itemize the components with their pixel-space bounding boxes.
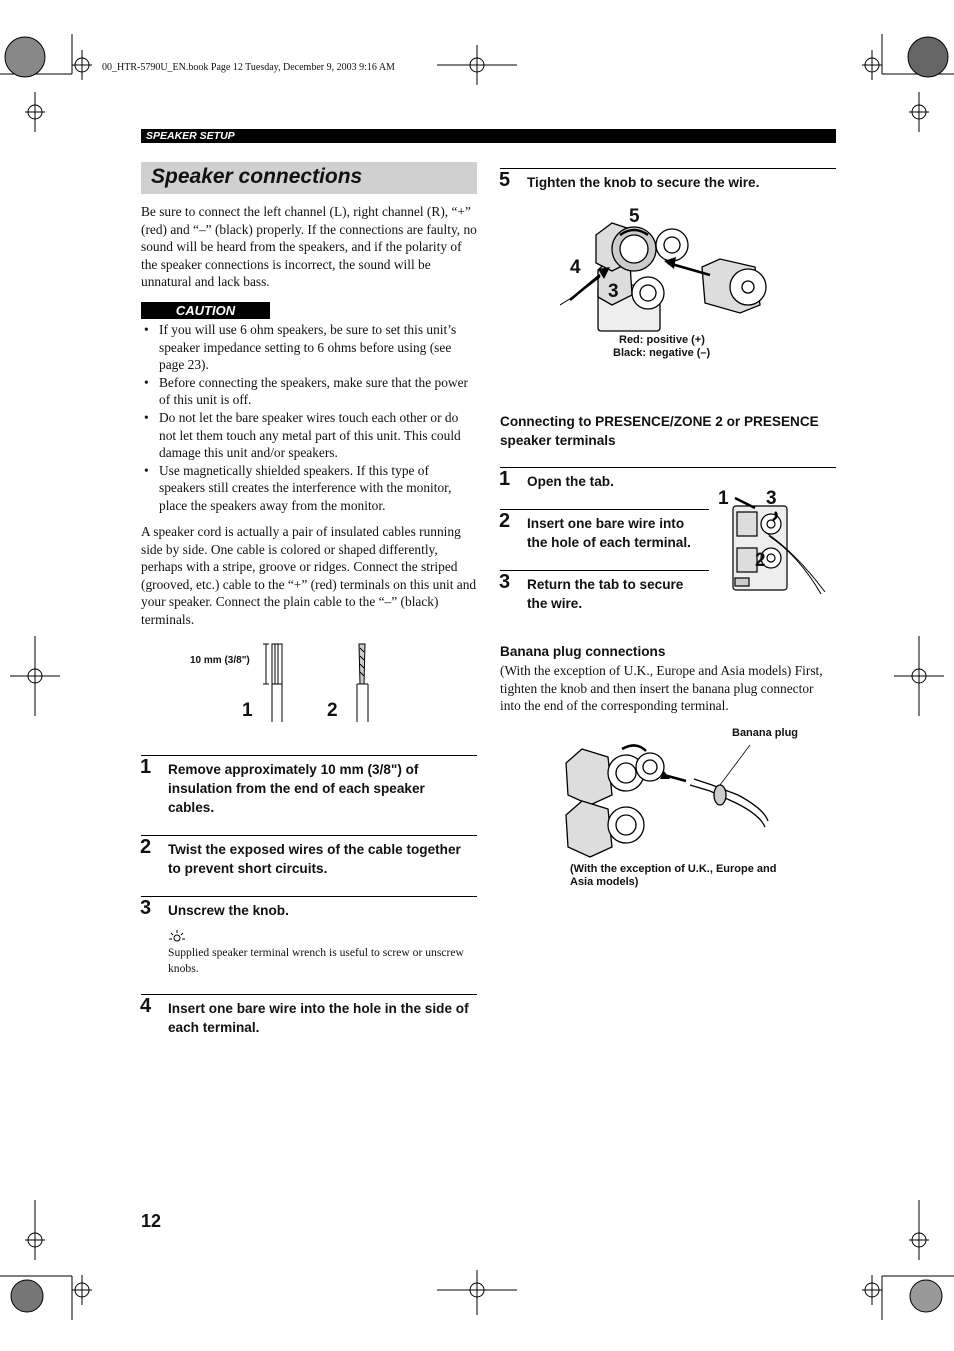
wire-fig-num-2: 2 <box>327 700 338 721</box>
step-number: 3 <box>499 571 511 593</box>
step-number: 1 <box>499 468 511 490</box>
terminal-black-label: Black: negative (–) <box>613 347 711 359</box>
step-number: 3 <box>140 897 152 919</box>
banana-plug-label: Banana plug <box>732 727 799 739</box>
step-number: 2 <box>499 510 511 532</box>
banana-caption: (With the exception of U.K., Europe and Asia models) <box>570 863 777 888</box>
step-number: 5 <box>499 169 511 191</box>
banana-paragraph: (With the exception of U.K., Europe and Asia models) First, tighten the knob and then insert the banana plug connector into the end of the corresponding terminal. <box>500 663 823 714</box>
step-divider <box>141 994 477 995</box>
page-number: 12 <box>141 1211 162 1231</box>
section-label: SPEAKER SETUP <box>146 130 235 142</box>
step-number: 4 <box>140 995 152 1017</box>
presence-heading: Connecting to PRESENCE/ZONE 2 or PRESENCE speaker terminals <box>500 414 819 448</box>
step-divider <box>500 570 709 571</box>
page-title: Speaker connections <box>151 165 363 188</box>
step-divider <box>500 168 836 169</box>
step-divider <box>500 467 836 468</box>
banana-heading: Banana plug connections <box>500 644 666 659</box>
wire-fig-num-1: 1 <box>242 700 253 721</box>
terminal-fig-num-4: 4 <box>570 257 581 278</box>
page-title-box <box>141 162 477 194</box>
presence-terminal-figure <box>725 492 830 594</box>
banana-plug-figure <box>560 735 775 865</box>
step-number: 1 <box>140 756 152 778</box>
presence-fig-num-1: 1 <box>718 488 729 509</box>
caution-label: CAUTION <box>141 302 270 319</box>
wire-measure-label: 10 mm (3/8") <box>190 655 250 666</box>
file-info: 00_HTR-5790U_EN.book Page 12 Tuesday, December 9, 2003 9:16 AM <box>102 62 395 73</box>
tip-text: Supplied speaker terminal wrench is useful to screw or unscrew knobs. <box>168 946 464 975</box>
step-number: 2 <box>140 836 152 858</box>
step-divider <box>141 835 477 836</box>
step-divider <box>141 755 477 756</box>
speaker-terminal-figure <box>560 205 780 335</box>
presence-fig-num-2: 2 <box>755 550 766 571</box>
wire-strip-figure <box>260 640 380 725</box>
caution-item: • Before connecting the speakers, make sure that the power of this unit is off. <box>141 374 477 409</box>
step-text: Twist the exposed wires of the cable together to prevent short circuits. <box>168 842 461 876</box>
section-header-bar <box>141 129 836 143</box>
terminal-fig-num-5: 5 <box>629 206 640 227</box>
step-text: Unscrew the knob. <box>168 903 289 918</box>
caution-item: • Do not let the bare speaker wires touch each other or do not let them touch any metal part of this unit. This could damage this unit and/or speakers. <box>141 409 477 462</box>
step-text: Remove approximately 10 mm (3/8") of insulation from the end of each speaker cables. <box>168 762 425 815</box>
step-divider <box>141 896 477 897</box>
caution-item: • Use magnetically shielded speakers. If this type of speakers still creates the interference with the monitor, place the speakers away from the monitor. <box>141 462 477 515</box>
step-text: Open the tab. <box>527 474 614 489</box>
step-text: Insert one bare wire into the hole in the side of each terminal. <box>168 1001 469 1035</box>
caution-list <box>141 321 477 515</box>
intro-paragraph: Be sure to connect the left channel (L), right channel (R), “+” (red) and “–” (black) properly. If the connections are faulty, no sound will be heard from the speakers, and if the polarity of the speaker connections is incorrect, the sound will be unnatural and lack bass. <box>141 204 477 290</box>
cord-paragraph: A speaker cord is actually a pair of insulated cables running side by side. One cable is colored or shaped differently, perhaps with a stripe, groove or ridges. Connect the striped (grooved, etc.) cable to the “+” (red) terminals on this unit and your speaker. Connect the plain cable to the “–” (black) terminals. <box>141 524 477 627</box>
terminal-red-label: Red: positive (+) <box>619 334 705 346</box>
step-text: Return the tab to secure the wire. <box>527 577 684 611</box>
step-divider <box>500 509 709 510</box>
caution-item: • If you will use 6 ohm speakers, be sure to set this unit’s speaker impedance setting to 6 ohms before using (see page 23). <box>141 321 477 374</box>
terminal-fig-num-3: 3 <box>608 281 619 302</box>
presence-fig-num-3: 3 <box>766 488 777 509</box>
step-text: Tighten the knob to secure the wire. <box>527 175 760 190</box>
tip-icon <box>168 928 186 944</box>
step-text: Insert one bare wire into the hole of each terminal. <box>527 516 691 550</box>
